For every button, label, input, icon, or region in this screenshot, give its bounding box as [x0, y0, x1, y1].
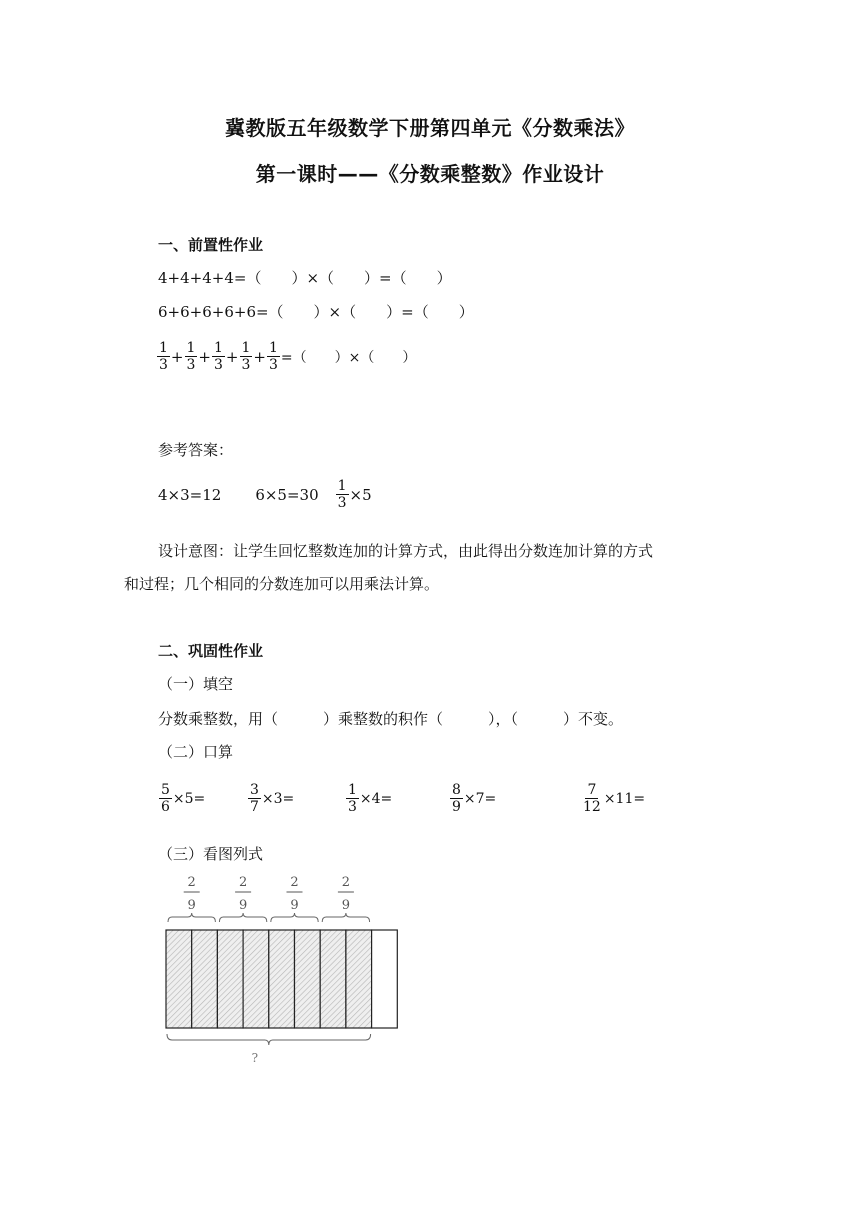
top-brace: [168, 913, 215, 922]
fraction: $\frac{1}{3}$: [241, 340, 251, 374]
top-fraction-numerator: 2: [290, 875, 299, 890]
design-intent-line2: 和过程；几个相同的分数连加可以用乘法计算。: [124, 575, 440, 593]
fraction: $\frac{8}{9}$: [452, 782, 461, 816]
oral-item: $\frac{3}{7}$ ×3=: [250, 782, 295, 816]
oral-item: $\frac{5}{6}$ ×5=: [161, 782, 206, 816]
answer-3-fraction: $\frac{1}{3}$: [337, 478, 347, 512]
answer-label: 参考答案：: [158, 441, 234, 459]
shaded-part: [166, 930, 192, 1028]
part1-fill-blank: 分数乘整数，用（ ）乘整数的积作（ ），（ ）不变。: [158, 710, 624, 728]
answer-3-tail: ×5: [349, 485, 372, 504]
part2-label: （二）口算: [158, 743, 234, 761]
plus-sign: +: [225, 347, 239, 366]
fraction: $\frac{1}{3}$: [269, 340, 278, 374]
shaded-part: [217, 930, 243, 1028]
shaded-part: [243, 930, 269, 1028]
answer-2: 6×5=30: [255, 485, 319, 504]
question-2: 6+6+6+6+6=（ ）×（ ）=（ ）: [158, 303, 474, 321]
top-brace: [322, 913, 369, 922]
part1-label: （一）填空: [158, 675, 234, 693]
shaded-part: [295, 930, 321, 1028]
plus-sign: +: [198, 347, 211, 366]
section1-heading: 一、前置性作业: [158, 236, 264, 254]
fraction-bar-diagram: [150, 868, 410, 1078]
top-fraction-numerator: 2: [238, 875, 248, 890]
top-fraction-denominator: 9: [187, 898, 196, 913]
document-title-line1: 冀教版五年级数学下册第四单元《分数乘法》: [225, 116, 635, 140]
fraction: $\frac{7}{12}$: [583, 782, 601, 816]
top-brace: [271, 913, 318, 922]
top-fraction-numerator: 2: [187, 875, 196, 890]
question-1: 4+4+4+4=（ ）×（ ）=（ ）: [158, 269, 452, 287]
top-fraction-denominator: 9: [238, 898, 248, 913]
fraction: $\frac{3}{7}$: [250, 782, 259, 816]
document-title-line2: 第一课时——《分数乘整数》作业设计: [255, 162, 605, 186]
fraction: $\frac{1}{3}$: [348, 782, 357, 816]
shaded-part: [269, 930, 295, 1028]
bottom-brace: [167, 1034, 371, 1045]
plus-sign: +: [253, 347, 266, 366]
fraction: $\frac{5}{6}$: [161, 782, 170, 816]
oral-item: $\frac{7}{12}$ ×11=: [583, 782, 646, 816]
fraction: $\frac{1}{3}$: [186, 340, 196, 374]
fraction: $\frac{1}{3}$: [214, 340, 223, 374]
oral-item: $\frac{8}{9}$ ×7=: [452, 782, 497, 816]
shaded-part: [320, 930, 346, 1028]
part3-label: （三）看图列式: [158, 845, 264, 863]
question-3: [156, 340, 416, 373]
unshaded-part: [372, 930, 398, 1028]
shaded-part: [192, 930, 218, 1028]
shaded-part: [346, 930, 372, 1028]
top-fraction-numerator: 2: [341, 875, 351, 890]
oral-item: $\frac{1}{3}$ ×4=: [348, 782, 393, 816]
question-3-tail: =（ ）×（ ）: [280, 349, 417, 366]
top-fraction-denominator: 9: [290, 898, 299, 913]
design-intent-line1: 设计意图：让学生回忆整数连加的计算方式，由此得出分数连加计算的方式: [158, 542, 654, 560]
section2-heading: 二、巩固性作业: [158, 642, 264, 660]
fraction: $\frac{1}{3}$: [159, 340, 168, 374]
answer-1: 4×3=12: [158, 485, 222, 504]
answers-row: [158, 478, 372, 511]
plus-sign: +: [170, 347, 184, 366]
top-brace: [219, 913, 266, 922]
top-fraction-denominator: 9: [341, 898, 351, 913]
question-mark-label: ?: [251, 1051, 259, 1065]
